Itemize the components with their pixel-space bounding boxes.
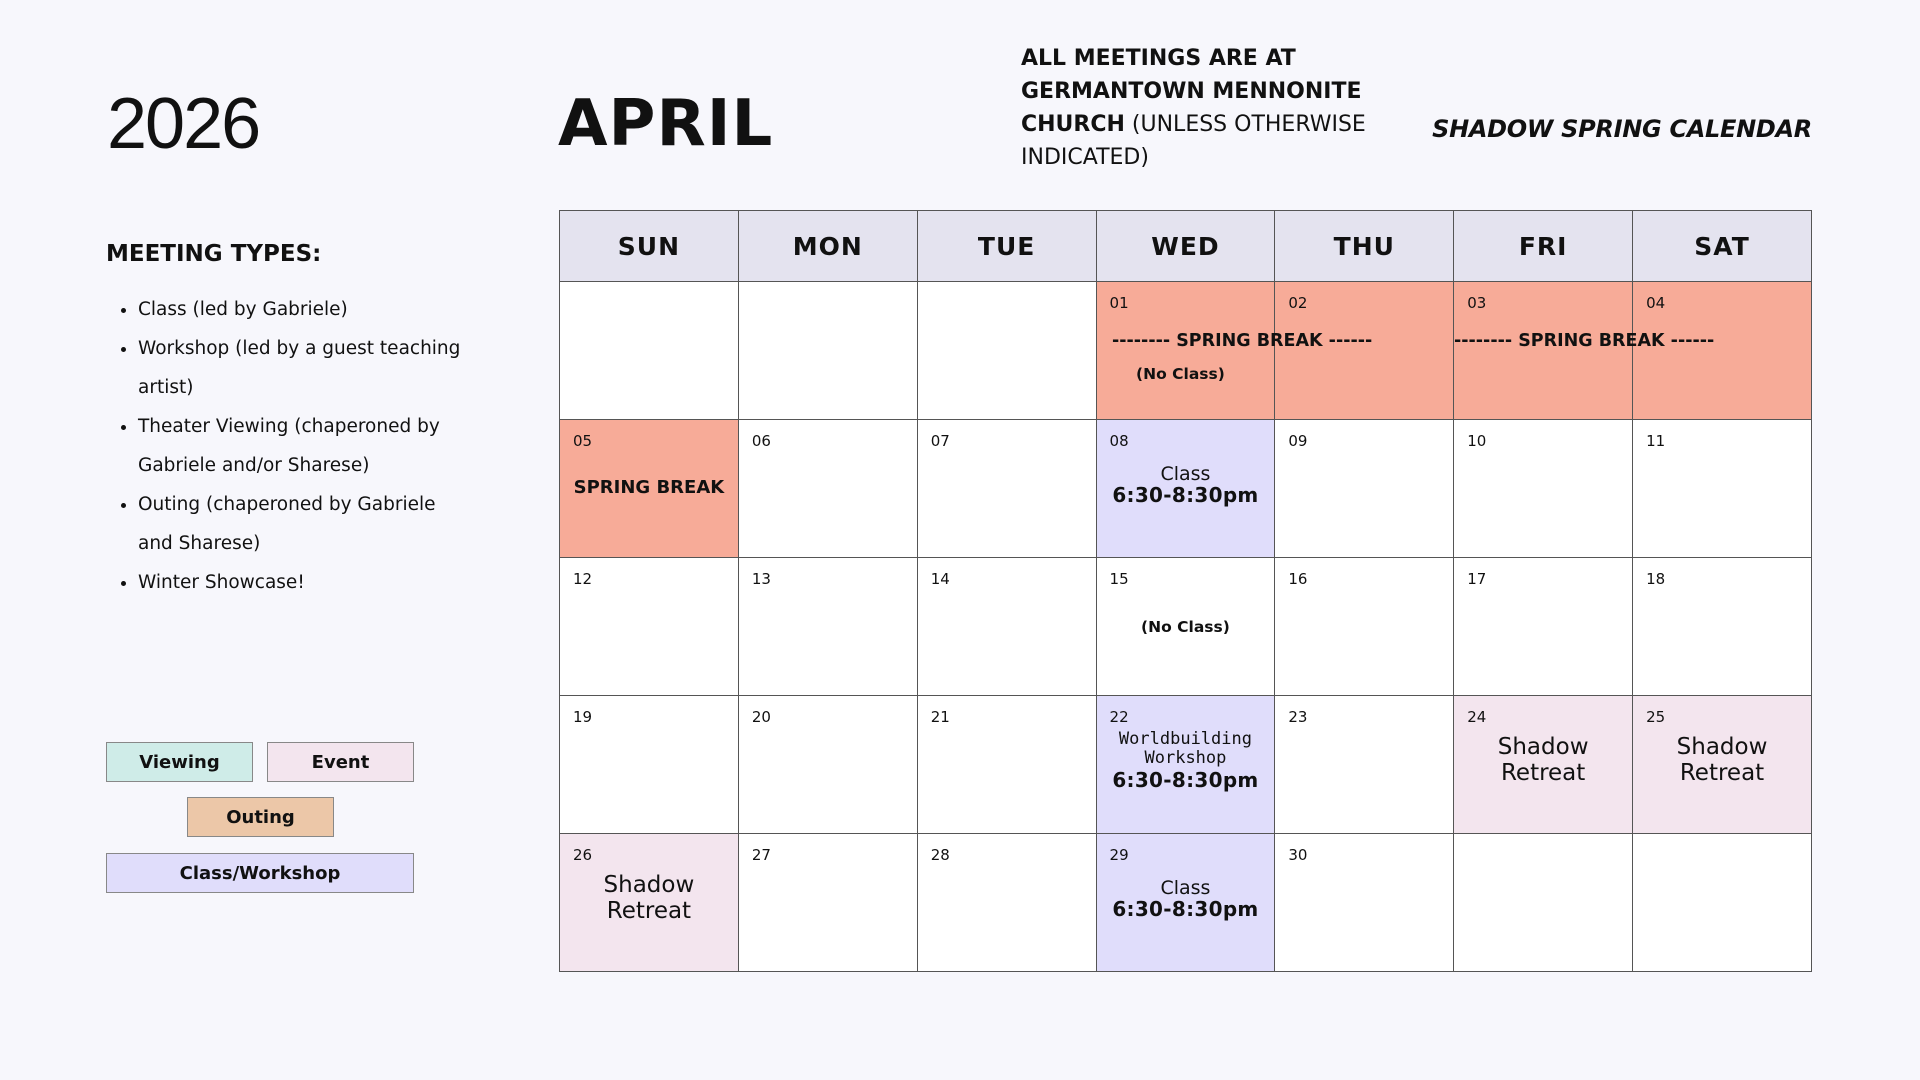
day-number: 27 bbox=[751, 846, 771, 864]
day-cell-empty bbox=[1454, 834, 1633, 972]
day-number: 13 bbox=[751, 570, 771, 588]
day-cell-18 bbox=[1633, 558, 1812, 696]
day-number: 12 bbox=[573, 570, 593, 588]
day-cell-29 bbox=[1096, 834, 1275, 972]
day-cell-21 bbox=[917, 696, 1096, 834]
meeting-type-item: • Outing (chaperoned by Gabriele and Sharese) bbox=[138, 485, 468, 563]
event-title: Shadow Retreat bbox=[603, 872, 695, 924]
legend-event: Event bbox=[267, 742, 414, 782]
event-title: Shadow Retreat bbox=[1676, 734, 1768, 786]
meeting-type-item: • Workshop (led by a guest teaching artist) bbox=[138, 329, 468, 407]
spring-break-banner-1: -------- SPRING BREAK ------ bbox=[1112, 331, 1373, 351]
location-notice-regular: (UNLESS OTHERWISE INDICATED) bbox=[1021, 112, 1366, 170]
legend-class-workshop: Class/Workshop bbox=[106, 853, 414, 893]
day-number: 20 bbox=[751, 708, 771, 726]
day-cell-15 bbox=[1096, 558, 1275, 696]
location-notice-bold: ALL MEETINGS ARE AT GERMANTOWN MENNONITE CHURCH bbox=[1021, 46, 1362, 137]
day-cell-12 bbox=[560, 558, 739, 696]
meeting-type-item: • Class (led by Gabriele) bbox=[138, 290, 468, 329]
day-number: 22 bbox=[1109, 708, 1129, 726]
day-cell-06 bbox=[738, 420, 917, 558]
day-cell-09 bbox=[1275, 420, 1454, 558]
day-number: 25 bbox=[1646, 708, 1666, 726]
day-number: 04 bbox=[1646, 294, 1666, 312]
day-cell-26 bbox=[560, 834, 739, 972]
calendar-week-row bbox=[560, 420, 1812, 558]
day-number: 18 bbox=[1646, 570, 1666, 588]
meeting-type-item: • Winter Showcase! bbox=[138, 563, 468, 602]
calendar-week-row bbox=[560, 558, 1812, 696]
class-time: 6:30-8:30pm bbox=[1112, 483, 1259, 507]
weekday-fri: FRI bbox=[1454, 211, 1633, 282]
day-cell-13 bbox=[738, 558, 917, 696]
no-class-note: (No Class) bbox=[1136, 365, 1225, 383]
day-number: 07 bbox=[930, 432, 950, 450]
weekday-header-row bbox=[560, 211, 1812, 282]
day-cell-25 bbox=[1633, 696, 1812, 834]
month-heading: APRIL bbox=[558, 87, 774, 161]
day-cell-24 bbox=[1454, 696, 1633, 834]
day-number: 10 bbox=[1467, 432, 1487, 450]
workshop-title: Worldbuilding Workshop bbox=[1118, 729, 1252, 768]
day-number: 17 bbox=[1467, 570, 1487, 588]
day-cell-20 bbox=[738, 696, 917, 834]
day-number: 03 bbox=[1467, 294, 1487, 312]
day-cell-07 bbox=[917, 420, 1096, 558]
day-number: 09 bbox=[1288, 432, 1308, 450]
weekday-wed: WED bbox=[1096, 211, 1275, 282]
day-number: 11 bbox=[1646, 432, 1666, 450]
day-number: 23 bbox=[1288, 708, 1308, 726]
day-number: 28 bbox=[930, 846, 950, 864]
event-title: Shadow Retreat bbox=[1497, 734, 1589, 786]
no-class-note: (No Class) bbox=[1141, 618, 1230, 636]
day-cell-14 bbox=[917, 558, 1096, 696]
weekday-sat: SAT bbox=[1633, 211, 1812, 282]
day-number: 29 bbox=[1109, 846, 1129, 864]
class-time: 6:30-8:30pm bbox=[1112, 897, 1259, 921]
weekday-sun: SUN bbox=[560, 211, 739, 282]
day-number: 16 bbox=[1288, 570, 1308, 588]
class-title: Class bbox=[1160, 877, 1211, 899]
day-number: 05 bbox=[573, 432, 593, 450]
meeting-types-list bbox=[112, 290, 468, 602]
calendar-week-row bbox=[560, 696, 1812, 834]
calendar-week-row bbox=[560, 834, 1812, 972]
day-number: 19 bbox=[573, 708, 593, 726]
weekday-mon: MON bbox=[738, 211, 917, 282]
day-number: 01 bbox=[1109, 294, 1129, 312]
day-cell-19 bbox=[560, 696, 739, 834]
day-number: 30 bbox=[1288, 846, 1308, 864]
day-cell-08 bbox=[1096, 420, 1275, 558]
meeting-types-title: MEETING TYPES: bbox=[106, 241, 322, 267]
location-notice bbox=[1021, 42, 1401, 174]
calendar-grid bbox=[559, 210, 1812, 972]
day-number: 08 bbox=[1109, 432, 1129, 450]
weekday-tue: TUE bbox=[917, 211, 1096, 282]
day-cell-30 bbox=[1275, 834, 1454, 972]
day-cell-22 bbox=[1096, 696, 1275, 834]
day-cell-empty bbox=[560, 282, 739, 420]
day-number: 26 bbox=[573, 846, 593, 864]
legend-outing: Outing bbox=[187, 797, 334, 837]
day-cell-empty bbox=[917, 282, 1096, 420]
day-number: 24 bbox=[1467, 708, 1487, 726]
day-number: 15 bbox=[1109, 570, 1129, 588]
spring-break-banner-2: -------- SPRING BREAK ------ bbox=[1454, 331, 1715, 351]
day-number: 06 bbox=[751, 432, 771, 450]
weekday-thu: THU bbox=[1275, 211, 1454, 282]
spring-break-label: SPRING BREAK bbox=[573, 477, 725, 498]
day-number: 21 bbox=[930, 708, 950, 726]
day-number: 14 bbox=[930, 570, 950, 588]
day-cell-23 bbox=[1275, 696, 1454, 834]
legend-viewing: Viewing bbox=[106, 742, 253, 782]
workshop-time: 6:30-8:30pm bbox=[1112, 768, 1259, 792]
year-heading: 2026 bbox=[107, 84, 260, 164]
day-cell-05 bbox=[560, 420, 739, 558]
day-cell-27 bbox=[738, 834, 917, 972]
calendar-brand-title: SHADOW SPRING CALENDAR bbox=[1432, 115, 1812, 143]
day-cell-empty bbox=[1633, 834, 1812, 972]
day-number: 02 bbox=[1288, 294, 1308, 312]
day-cell-11 bbox=[1633, 420, 1812, 558]
day-cell-empty bbox=[738, 282, 917, 420]
day-cell-10 bbox=[1454, 420, 1633, 558]
day-cell-17 bbox=[1454, 558, 1633, 696]
meeting-type-item: • Theater Viewing (chaperoned by Gabriele and/or Sharese) bbox=[138, 407, 468, 485]
day-cell-28 bbox=[917, 834, 1096, 972]
class-title: Class bbox=[1160, 463, 1211, 485]
day-cell-16 bbox=[1275, 558, 1454, 696]
